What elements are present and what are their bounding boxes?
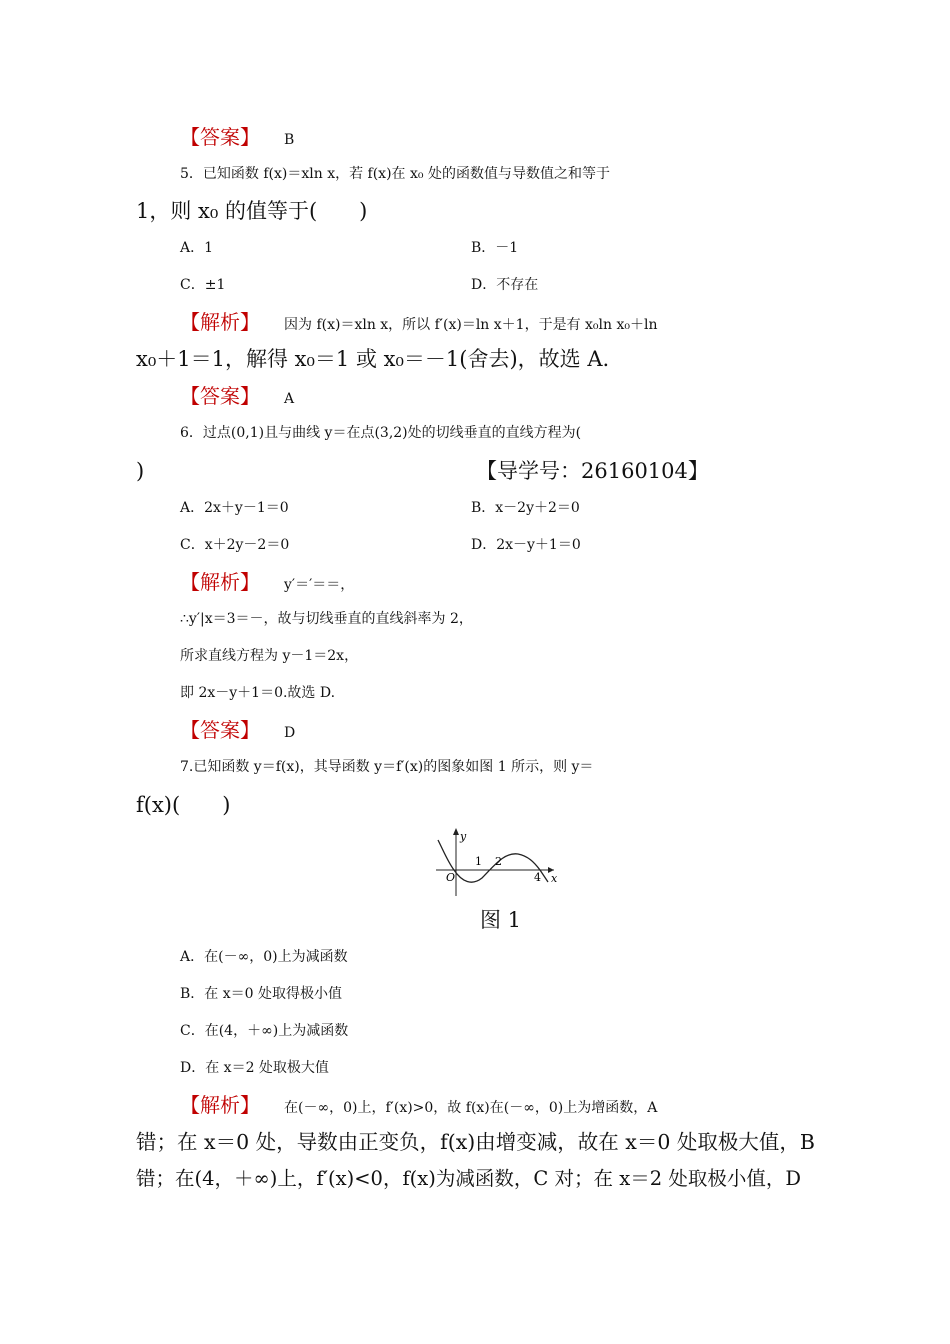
q5-options-row2	[180, 270, 860, 300]
q5-stem-line2: 1，则 x₀ 的值等于( )	[136, 199, 368, 223]
q7-option-d: D．在 x＝2 处取极大值	[180, 1060, 329, 1076]
y-axis-arrow	[453, 828, 459, 835]
q5-option-a: A．1	[180, 240, 214, 256]
derivative-graph-figure	[430, 826, 560, 898]
q6-analysis-line1	[180, 567, 860, 597]
q7-stem-line2: f(x)( )	[136, 793, 231, 817]
q4-answer-line	[180, 122, 860, 152]
q6-answer: D	[284, 725, 296, 741]
q6-guide-number: 【导学号：26160104】	[476, 459, 709, 483]
q5-stem-line1: 5．已知函数 f(x)＝xln x，若 f(x)在 x₀ 处的函数值与导数值之和等于	[180, 166, 610, 182]
q5-option-b: B．－1	[471, 240, 519, 256]
q6-analysis-line3: 所求直线方程为 y－1＝2x，	[180, 648, 359, 664]
q4-answer: B	[284, 132, 295, 148]
q6-options-row1	[180, 493, 860, 523]
q6-analysis-line4: 即 2x－y＋1＝0.故选 D.	[180, 685, 336, 701]
q7-option-a: A．在(－∞，0)上为减函数	[180, 949, 348, 965]
q7-stem-line1: 7.已知函数 y＝f(x)，其导函数 y＝f′(x)的图象如图 1 所示，则 y＝	[180, 759, 594, 775]
q7-analysis-line1	[180, 1090, 860, 1120]
q6-analysis-line2: ∴y′|x＝3＝－，故与切线垂直的直线斜率为 2，	[180, 611, 473, 627]
q6-option-b: B．x－2y＋2＝0	[471, 500, 580, 516]
q6-options-row2	[180, 530, 860, 560]
q5-answer: A	[284, 391, 295, 407]
x-axis-label: x	[551, 872, 558, 885]
q5-analysis-line2: x₀＋1＝1，解得 x₀＝1 或 x₀＝－1(舍去)，故选 A.	[136, 347, 610, 371]
q7-option-b: B．在 x＝0 处取得极小值	[180, 986, 342, 1002]
q6-option-a: A．2x＋y－1＝0	[180, 500, 289, 516]
analysis-tag: 【解析】	[180, 1093, 260, 1117]
tick-label-1: 1	[475, 855, 482, 868]
q6-stem-line1: 6．过点(0,1)且与曲线 y＝在点(3,2)处的切线垂直的直线方程为(	[180, 425, 582, 441]
q5-options-row1	[180, 233, 860, 263]
q6-stem-close-paren: )	[136, 459, 145, 483]
tick-label-2: 2	[495, 855, 502, 868]
q7-analysis-text1: 在(－∞，0)上，f′(x)>0，故 f(x)在(－∞，0)上为增函数，A	[284, 1100, 658, 1116]
q5-analysis-line1	[180, 307, 860, 337]
q5-answer-line	[180, 381, 860, 411]
origin-label: O	[446, 871, 456, 884]
q5-option-d: D．不存在	[471, 277, 539, 293]
analysis-tag: 【解析】	[180, 310, 260, 334]
q7-analysis-line2: 错；在 x＝0 处，导数由正变负，f(x)由增变减，故在 x＝0 处取极大值，B	[136, 1130, 815, 1154]
tick-label-4: 4	[534, 871, 541, 884]
answer-tag: 【答案】	[180, 718, 260, 742]
analysis-tag: 【解析】	[180, 570, 260, 594]
answer-tag: 【答案】	[180, 125, 260, 149]
y-axis-label: y	[460, 830, 467, 843]
q7-option-c: C．在(4，＋∞)上为减函数	[180, 1023, 349, 1039]
figure-caption: 图 1	[480, 908, 522, 932]
q6-analysis-text1: y′＝′＝＝，	[284, 577, 355, 593]
answer-tag: 【答案】	[180, 384, 260, 408]
q6-answer-line	[180, 715, 860, 745]
q7-analysis-line3: 错；在(4，＋∞)上，f′(x)<0，f(x)为减函数，C 对；在 x＝2 处取极小值，D	[136, 1167, 801, 1190]
q6-option-c: C．x＋2y－2＝0	[180, 537, 290, 553]
q6-stem-line2	[136, 456, 816, 486]
q6-option-d: D．2x－y＋1＝0	[471, 537, 581, 553]
q5-option-c: C．±1	[180, 277, 226, 293]
q5-analysis-text1: 因为 f(x)＝xln x，所以 f′(x)＝ln x＋1，于是有 x₀ln x₀＋ln	[284, 317, 658, 333]
